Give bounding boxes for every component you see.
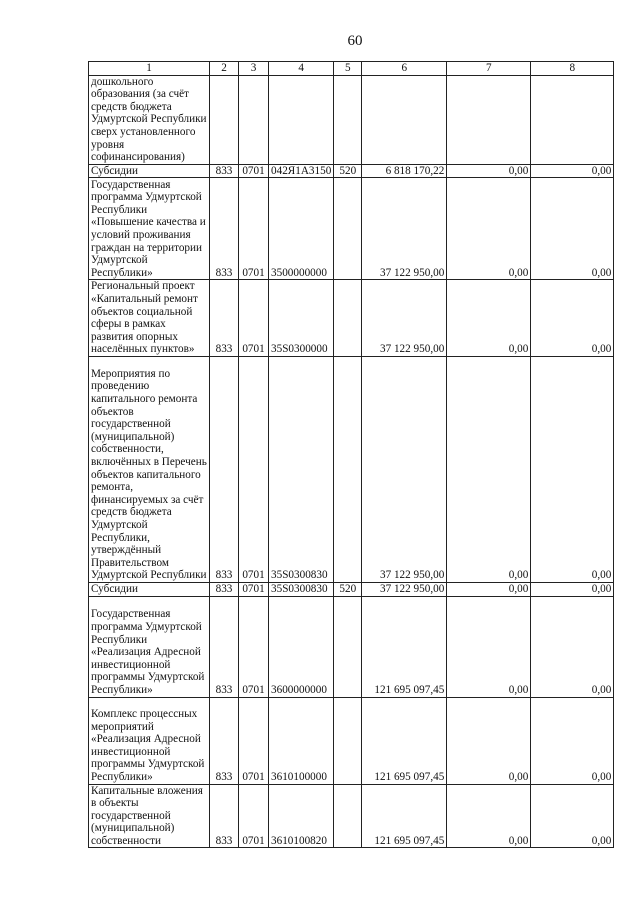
ministry-code: 833 [210,596,239,697]
amount-2026: 0,00 [531,356,614,582]
section-code [239,75,269,164]
amount-2026: 0,00 [531,596,614,697]
expense-type-code [334,697,362,784]
amount-2025: 0,00 [447,784,531,848]
target-article-code [269,75,334,164]
page-number: 60 [347,33,363,49]
row-description: Государственная программа Удмуртской Республики «Реализация Адресной инвестиционной программы Удмуртской Республики» [89,596,210,697]
amount-2024: 121 695 097,45 [362,784,447,848]
amount-2025 [447,75,531,164]
ministry-code: 833 [210,582,239,596]
section-code: 0701 [239,164,269,178]
target-article-code: 042Я1А3150 [269,164,334,178]
target-article-code: 3500000000 [269,178,334,280]
row-description: Субсидии [89,164,210,178]
amount-2026: 0,00 [531,178,614,280]
amount-2025: 0,00 [447,178,531,280]
ministry-code: 833 [210,178,239,280]
column-header: 4 [269,62,334,76]
expense-type-code [334,356,362,582]
target-article-code: 35S0300830 [269,356,334,582]
table-row [89,280,614,357]
column-header: 8 [531,62,614,76]
column-header: 5 [334,62,362,76]
amount-2024: 121 695 097,45 [362,697,447,784]
row-description: Субсидии [89,582,210,596]
expense-type-code [334,596,362,697]
section-code: 0701 [239,596,269,697]
row-description: Государственная программа Удмуртской Республики «Повышение качества и условий проживания граждан на территории Удмуртской Республики» [89,178,210,280]
section-code: 0701 [239,356,269,582]
table-row [89,582,614,596]
amount-2026: 0,00 [531,164,614,178]
table-row [89,75,614,164]
amount-2025: 0,00 [447,280,531,357]
section-code: 0701 [239,178,269,280]
ministry-code: 833 [210,356,239,582]
expense-type-code: 520 [334,164,362,178]
table-row [89,697,614,784]
row-description: дошкольного образования (за счёт средств бюджета Удмуртской Республики сверх установленного уровня софинансирования) [89,75,210,164]
amount-2025: 0,00 [447,164,531,178]
row-description: Мероприятия по проведению капитального ремонта объектов государственной (муниципальной) собственности, включённых в Перечень объектов капитального ремонта, финансируемых за счёт средств бюджета Удмуртской Республики, утверждённый Правительством Удмуртской Республики [89,356,210,582]
amount-2024: 37 122 950,00 [362,178,447,280]
section-code: 0701 [239,697,269,784]
amount-2025: 0,00 [447,582,531,596]
section-code: 0701 [239,784,269,848]
ministry-code: 833 [210,280,239,357]
ministry-code: 833 [210,697,239,784]
expense-type-code: 520 [334,582,362,596]
expense-type-code [334,178,362,280]
column-header: 1 [89,62,210,76]
column-header: 2 [210,62,239,76]
ministry-code: 833 [210,784,239,848]
expense-type-code [334,75,362,164]
ministry-code [210,75,239,164]
amount-2025: 0,00 [447,697,531,784]
column-header: 6 [362,62,447,76]
target-article-code: 35S0300000 [269,280,334,357]
amount-2026: 0,00 [531,582,614,596]
row-description: Комплекс процессных мероприятий «Реализация Адресной инвестиционной программы Удмуртской Республики» [89,697,210,784]
row-description: Капитальные вложения в объекты государственной (муниципальной) собственности [89,784,210,848]
column-header: 7 [447,62,531,76]
amount-2025: 0,00 [447,356,531,582]
expense-type-code [334,280,362,357]
target-article-code: 3600000000 [269,596,334,697]
header-row [89,62,614,76]
ministry-code: 833 [210,164,239,178]
amount-2025: 0,00 [447,596,531,697]
amount-2026 [531,75,614,164]
amount-2026: 0,00 [531,697,614,784]
table-row [89,164,614,178]
target-article-code: 3610100820 [269,784,334,848]
amount-2026: 0,00 [531,280,614,357]
amount-2024: 121 695 097,45 [362,596,447,697]
budget-table [88,61,614,848]
row-description: Региональный проект «Капитальный ремонт объектов социальной сферы в рамках развития опорных населённых пунктов» [89,280,210,357]
target-article-code: 35S0300830 [269,582,334,596]
column-header: 3 [239,62,269,76]
section-code: 0701 [239,582,269,596]
table-row [89,356,614,582]
amount-2024: 6 818 170,22 [362,164,447,178]
amount-2024: 37 122 950,00 [362,280,447,357]
amount-2024: 37 122 950,00 [362,356,447,582]
table-row [89,596,614,697]
amount-2024 [362,75,447,164]
target-article-code: 3610100000 [269,697,334,784]
section-code: 0701 [239,280,269,357]
table-row [89,178,614,280]
amount-2024: 37 122 950,00 [362,582,447,596]
table-row [89,784,614,848]
amount-2026: 0,00 [531,784,614,848]
expense-type-code [334,784,362,848]
